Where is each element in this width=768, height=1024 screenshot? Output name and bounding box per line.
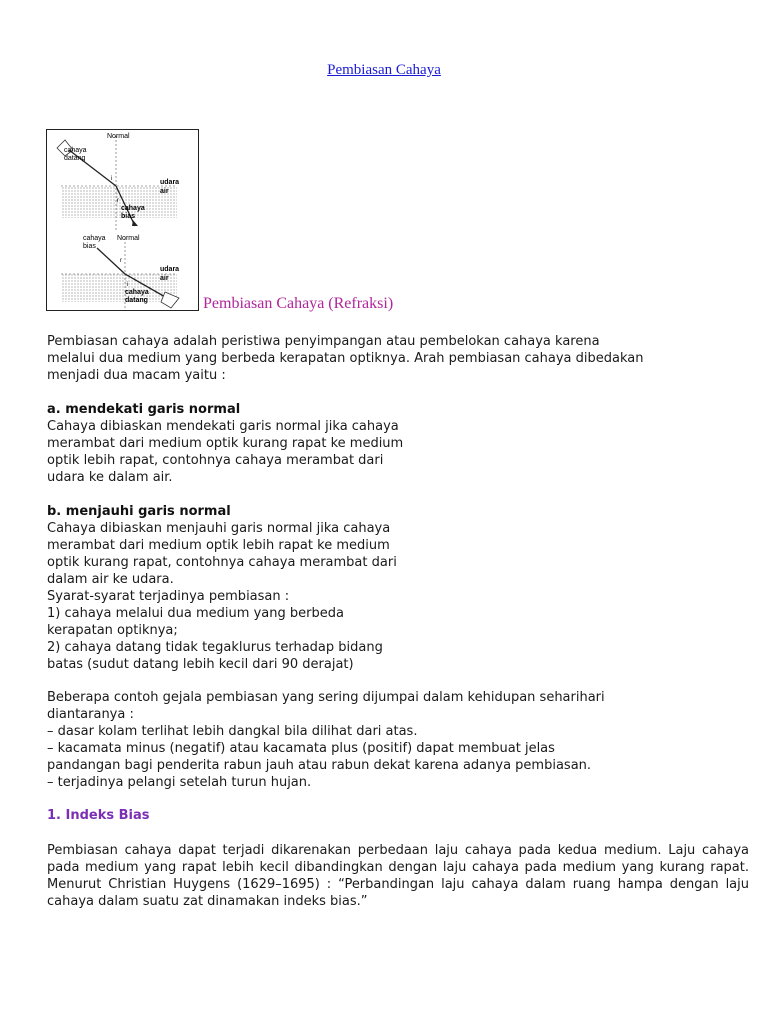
diagram-top-panel [57, 133, 179, 230]
normal-label-bottom: Normal [117, 235, 140, 242]
point-b-line: batas (sudut datang lebih kecil dari 90 derajat) [47, 657, 354, 672]
angle-r-bottom: r [120, 258, 122, 264]
normal-label-top: Normal [107, 133, 130, 140]
point-a-line: optik lebih rapat, contohnya cahaya merambat dari [47, 453, 384, 468]
examples-line: – terjadinya pelangi setelah turun hujan. [47, 775, 312, 790]
incident-label-top-1: cahaya [64, 147, 87, 154]
point-a-line: Cahaya dibiaskan mendekati garis normal jika cahaya [47, 419, 399, 434]
angle-i-bottom: i [127, 282, 129, 288]
point-b-heading: b. menjauhi garis normal [47, 504, 231, 519]
figure-caption: Pembiasan Cahaya (Refraksi) [203, 295, 394, 312]
point-b-line: Syarat-syarat terjadinya pembiasan : [47, 589, 290, 604]
section-heading-text: 1. Indeks Bias [47, 808, 150, 823]
point-b-line: kerapatan optiknya; [47, 623, 178, 638]
diagram-bottom-panel [61, 235, 179, 308]
examples-line: Beberapa contoh gejala pembiasan yang sering dijumpai dalam kehidupan seharihari [47, 690, 605, 705]
medium-bottom-label-1: air [160, 188, 169, 195]
medium-top-label-2: udara [160, 266, 180, 273]
indeks-bias-text: Pembiasan cahaya dapat terjadi dikarenakan perbedaan laju cahaya pada kedua medium. Laju cahaya pada medium yang rapat lebih kecil dibandingkan dengan laju cahaya pada medium yang kurang rapat. Menurut Christian Huygens (1629–1695) : “Perbandingan laju cahaya dalam ruang hampa dengan laju cahaya dalam suatu zat dinamakan indeks bias.” [47, 843, 749, 909]
point-a-heading: a. mendekati garis normal [47, 402, 241, 417]
refracted-label-bottom-2: bias [83, 243, 96, 250]
medium-top-label-1: udara [160, 179, 180, 186]
angle-i-top: i [111, 176, 113, 182]
point-a-line: merambat dari medium optik kurang rapat ke medium [47, 436, 404, 451]
point-b-line: 1) cahaya melalui dua medium yang berbeda [47, 606, 344, 621]
examples-line: – dasar kolam terlihat lebih dangkal bila dilihat dari atas. [47, 724, 418, 739]
point-b-line: merambat dari medium optik lebih rapat ke medium [47, 538, 390, 553]
angle-r-top: r [117, 198, 119, 204]
intro-line: Pembiasan cahaya adalah peristiwa penyimpangan atau pembelokan cahaya karena [47, 334, 600, 349]
intro-line: menjadi dua macam yaitu : [47, 368, 226, 383]
point-a-block [47, 401, 727, 486]
examples-line: pandangan bagi penderita rabun jauh atau rabun dekat karena adanya pembiasan. [47, 758, 592, 773]
point-b-line: Cahaya dibiaskan menjauhi garis normal jika cahaya [47, 521, 391, 536]
refracted-label-bottom-1: cahaya [83, 235, 106, 242]
point-b-line: optik kurang rapat, contohnya cahaya merambat dari [47, 555, 397, 570]
refracted-label-top-1: cahaya [121, 205, 145, 212]
arrow-icon [132, 220, 138, 226]
point-a-line: udara ke dalam air. [47, 470, 173, 485]
incident-label-top-2: datang [64, 155, 86, 162]
indeks-bias-paragraph [47, 842, 749, 910]
page-title[interactable]: Pembiasan Cahaya [327, 62, 441, 78]
refracted-label-top-2: bias [121, 213, 136, 220]
medium-bottom-label-2: air [160, 275, 169, 282]
intro-line: melalui dua medium yang berbeda kerapatan optiknya. Arah pembiasan cahaya dibedakan [47, 351, 644, 366]
examples-line: – kacamata minus (negatif) atau kacamata plus (positif) dapat membuat jelas [47, 741, 555, 756]
point-b-line: dalam air ke udara. [47, 572, 174, 587]
examples-line: diantaranya : [47, 707, 134, 722]
section-heading-indeks-bias [47, 808, 150, 823]
intro-paragraph [47, 333, 727, 384]
point-b-block [47, 503, 727, 673]
incident-label-bottom-1: cahaya [125, 289, 149, 296]
incident-label-bottom-2: datang [125, 297, 148, 304]
refraction-diagram [46, 129, 199, 311]
examples-block [47, 689, 727, 791]
point-b-line: 2) cahaya datang tidak tegaklurus terhadap bidang [47, 640, 383, 655]
